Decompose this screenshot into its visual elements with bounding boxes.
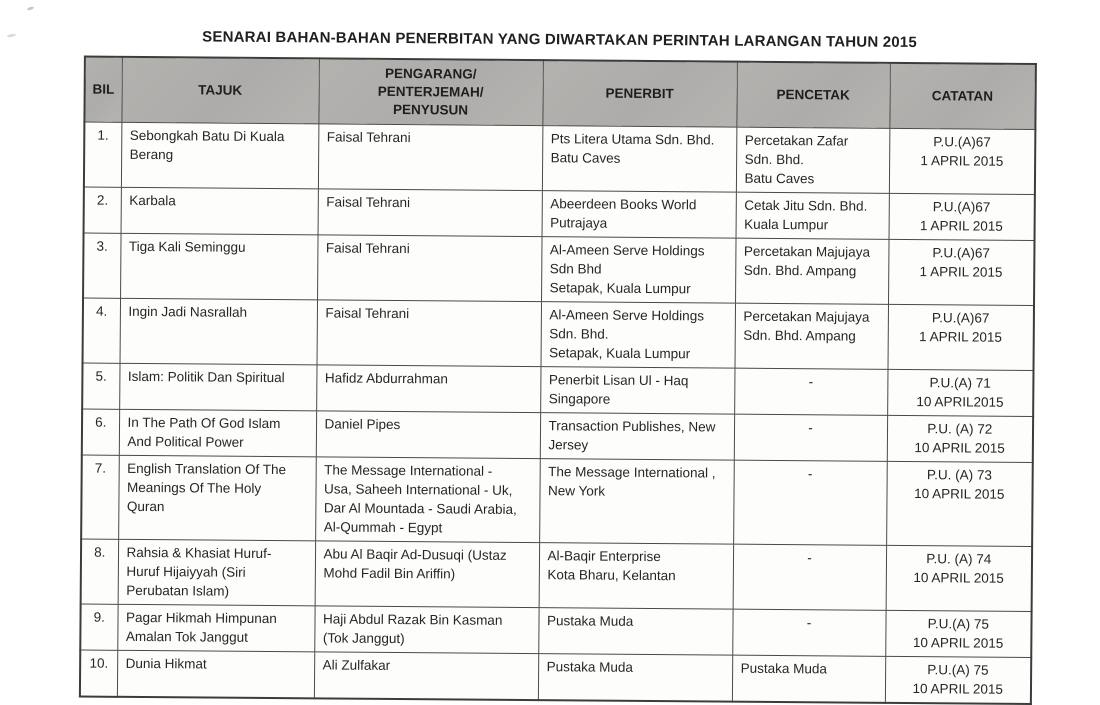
cell-pencetak: - (734, 414, 887, 461)
cell-bil: 7. (81, 455, 119, 539)
cell-pencetak: Percetakan Majujaya Sdn. Bhd. Ampang (735, 303, 889, 369)
scanned-document (79, 28, 1035, 705)
cell-penerbit: Al-Ameen Serve Holdings Sdn. Bhd. Setapak, Kuala Lumpur (541, 302, 736, 369)
cell-pengarang: Faisal Tehrani (318, 189, 542, 237)
cell-tajuk: Rahsia & Khasiat Huruf- Huruf Hijaiyyah (Siri Perubatan Islam) (118, 539, 316, 606)
table-header-row (84, 57, 1035, 130)
cell-bil: 6. (82, 409, 119, 455)
table-row (84, 187, 1035, 240)
header-pencetak: PENCETAK (736, 62, 890, 129)
scan-speck (7, 33, 16, 38)
header-catatan: CATATAN (889, 63, 1036, 130)
cell-tajuk: In The Path Of God Islam And Political Power (119, 409, 316, 457)
cell-bil: 3. (83, 233, 121, 298)
cell-pengarang: Faisal Tehrani (317, 300, 542, 367)
cell-bil: 9. (80, 604, 117, 650)
header-pengarang: PENGARANG/ PENTERJEMAH/ PENYUSUN (318, 58, 543, 125)
cell-tajuk: Sebongkah Batu Di Kuala Berang (121, 122, 319, 189)
cell-penerbit: Al-Ameen Serve Holdings Sdn Bhd Setapak, Kuala Lumpur (541, 237, 736, 304)
cell-pencetak: Cetak Jitu Sdn. Bhd. Kuala Lumpur (736, 192, 889, 239)
cell-pencetak: Pustaka Muda (732, 655, 885, 703)
cell-tajuk: English Translation Of The Meanings Of The Holy Quran (118, 455, 316, 541)
cell-pencetak: Percetakan Majujaya Sdn. Bhd. Ampang (735, 238, 889, 304)
cell-tajuk: Ingin Jadi Nasrallah (120, 298, 318, 365)
cell-pencetak: - (733, 544, 887, 610)
cell-pencetak: - (734, 368, 887, 415)
cell-penerbit: Transaction Publishes, New Jersey (540, 413, 734, 461)
table-row (83, 233, 1034, 305)
cell-bil: 10. (80, 650, 117, 697)
cell-bil: 2. (84, 187, 121, 233)
cell-catatan: P.U.(A) 75 10 APRIL 2015 (885, 656, 1031, 704)
page-title: SENARAI BAHAN-BAHAN PENERBITAN YANG DIWARTAKAN PERINTAH LARANGAN TAHUN 2015 (202, 28, 918, 52)
cell-bil: 8. (81, 539, 119, 604)
cell-catatan: P.U. (A) 73 10 APRIL 2015 (886, 461, 1033, 546)
cell-catatan: P.U.(A)67 1 APRIL 2015 (889, 193, 1035, 240)
cell-pengarang: Ali Zulfakar (314, 652, 538, 700)
header-tajuk: TAJUK (121, 57, 319, 124)
cell-penerbit: Pts Litera Utama Sdn. Bhd. Batu Caves (542, 126, 737, 193)
cell-bil: 4. (83, 298, 121, 363)
cell-penerbit: Al-Baqir Enterprise Kota Bharu, Kelantan (539, 543, 734, 610)
table-row (83, 298, 1034, 370)
header-penerbit: PENERBIT (542, 60, 737, 127)
cell-catatan: P.U.(A)67 1 APRIL 2015 (889, 128, 1036, 194)
cell-penerbit: The Message International , New York (539, 459, 734, 545)
cell-catatan: P.U. (A) 72 10 APRIL 2015 (887, 415, 1033, 462)
cell-penerbit: Abeerdeen Books World Putrajaya (542, 191, 736, 239)
cell-bil: 5. (82, 363, 119, 409)
table-row (81, 455, 1033, 546)
cell-pengarang: Haji Abdul Razak Bin Kasman (Tok Janggut) (314, 606, 538, 654)
cell-tajuk: Tiga Kali Seminggu (120, 233, 318, 300)
table-row (84, 122, 1035, 194)
cell-tajuk: Karbala (121, 187, 318, 235)
cell-catatan: P.U.(A) 71 10 APRIL2015 (887, 369, 1033, 416)
cell-tajuk: Dunia Hikmat (117, 650, 314, 698)
cell-pengarang: Daniel Pipes (316, 411, 540, 459)
banned-publications-table (79, 56, 1037, 705)
cell-pengarang: Faisal Tehrani (318, 124, 543, 191)
cell-pengarang: Hafidz Abdurrahman (316, 365, 540, 413)
cell-catatan: P.U.(A)67 1 APRIL 2015 (887, 304, 1034, 370)
cell-catatan: P.U.(A) 75 10 APRIL 2015 (885, 610, 1031, 657)
cell-pengarang: Abu Al Baqir Ad-Dusuqi (Ustaz Mohd Fadil Bin Ariffin) (315, 541, 540, 608)
cell-pencetak: Percetakan Zafar Sdn. Bhd. Batu Caves (736, 127, 890, 193)
table-row (81, 539, 1032, 611)
cell-catatan: P.U. (A) 74 10 APRIL 2015 (886, 545, 1033, 611)
table-row (80, 650, 1031, 704)
cell-tajuk: Islam: Politik Dan Spiritual (119, 363, 316, 411)
cell-pengarang: Faisal Tehrani (317, 235, 542, 302)
cell-penerbit: Penerbit Lisan Ul - Haq Singapore (540, 367, 734, 415)
table-row (82, 363, 1033, 416)
cell-penerbit: Pustaka Muda (538, 654, 732, 702)
cell-bil: 1. (84, 122, 122, 187)
cell-catatan: P.U.(A)67 1 APRIL 2015 (888, 239, 1035, 305)
cell-pencetak: - (732, 609, 885, 656)
cell-penerbit: Pustaka Muda (538, 608, 732, 656)
header-bil: BIL (84, 57, 122, 123)
scan-speck (27, 6, 35, 11)
table-row (82, 409, 1033, 462)
cell-pengarang: The Message International - Usa, Saheeh International - Uk, Dar Al Mountada - Saudi Arabia, Al-Qummah - Egypt (315, 457, 540, 543)
cell-pencetak: - (733, 460, 887, 545)
cell-tajuk: Pagar Hikmah Himpunan Amalan Tok Janggut (117, 604, 314, 652)
table-row (80, 604, 1031, 657)
